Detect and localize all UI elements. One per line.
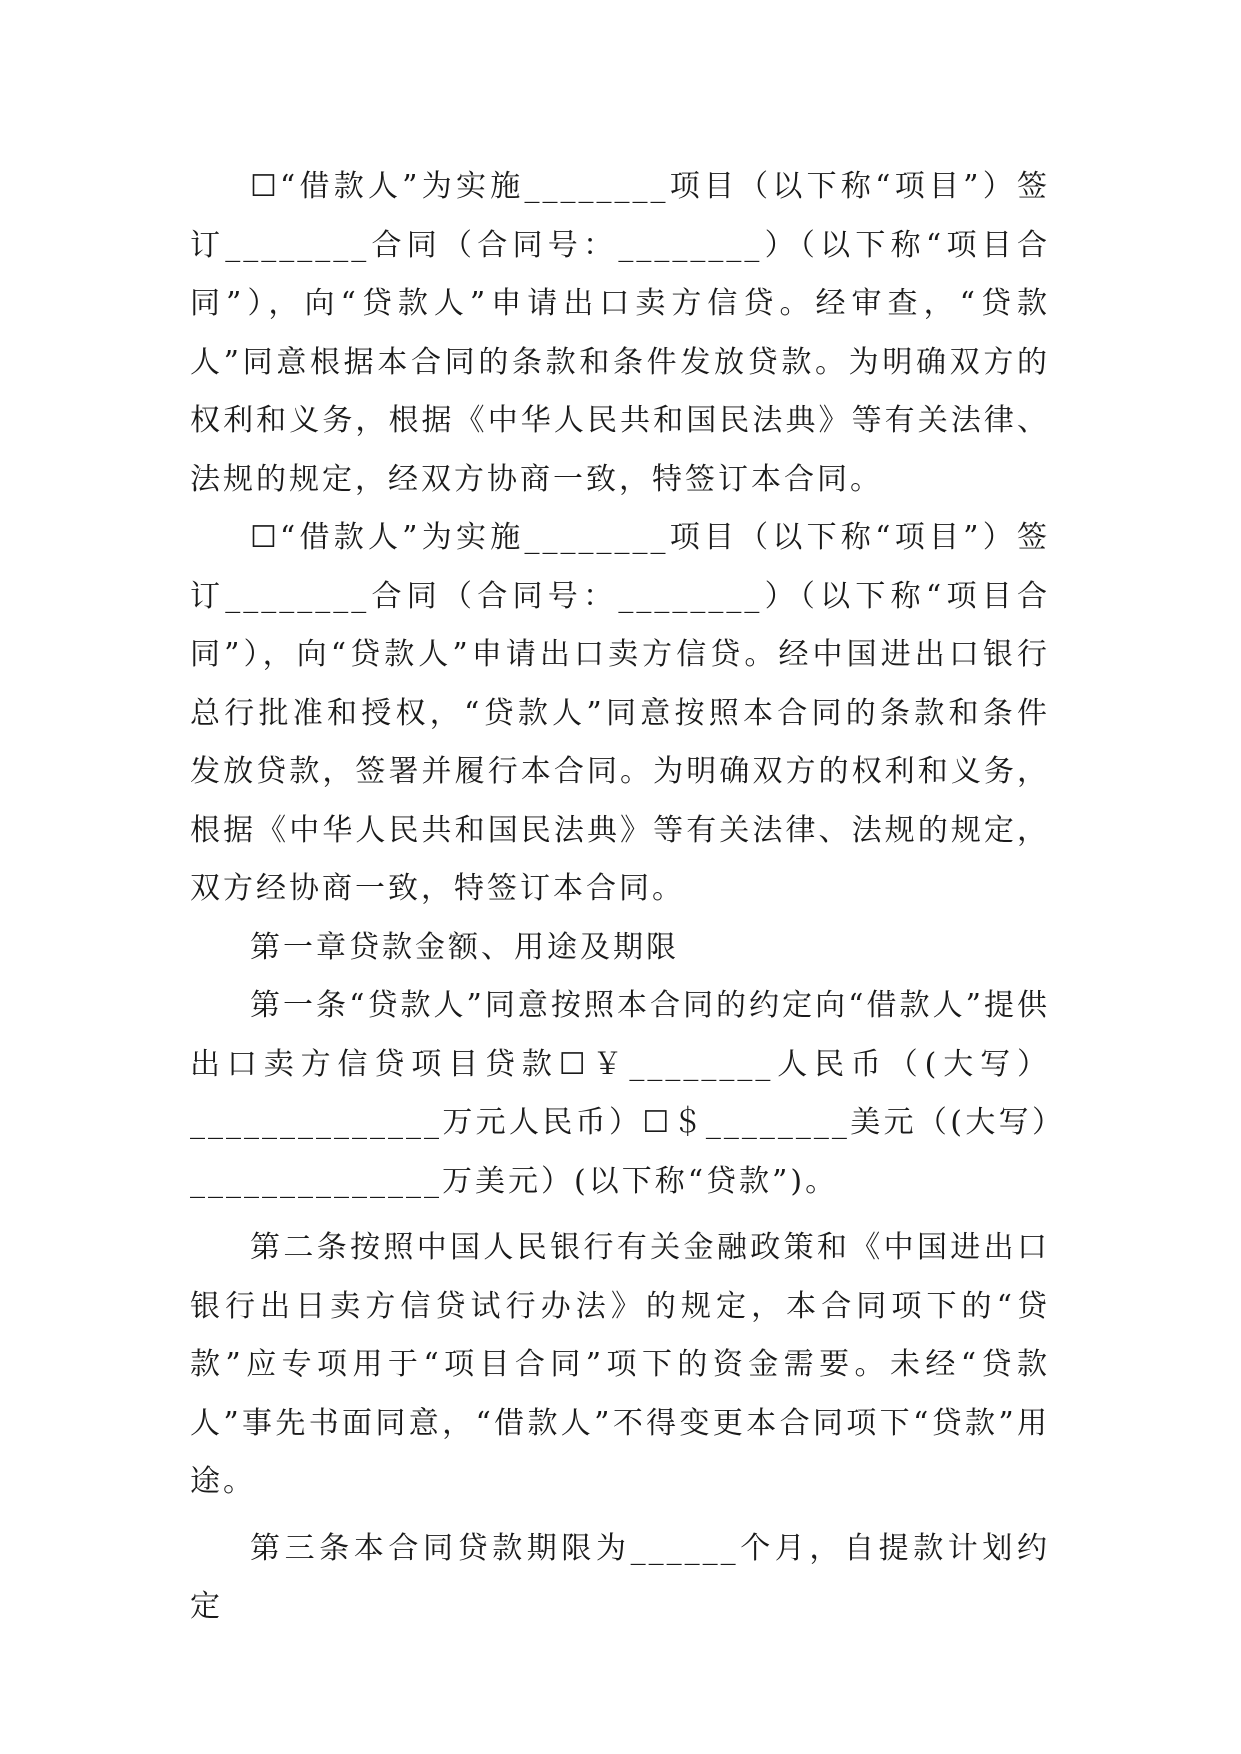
article-1: 第一条“贷款人”同意按照本合同的约定向“借款人”提供出口卖方信贷项目贷款☐￥________人民币（(大写）______________万元人民币）☐＄________美元（(大写）______________万美元）(以下称“贷款”)。 <box>190 988 1050 1199</box>
article-2: 第二条按照中国人民银行有关金融政策和《中国进出口银行出日卖方信贷试行办法》的规定，本合同项下的“贷款”应专项用于“项目合同”项下的资金需要。未经“贷款人”事先书面同意，“借款人”不得变更本合同项下“贷款”用途。 <box>190 1230 1050 1499</box>
article-3: 第三条本合同贷款期限为______个月，自提款计划约定 <box>190 1530 1050 1624</box>
chapter-heading: 第一章贷款金额、用途及期限 <box>250 929 679 965</box>
preamble-option-1: ☐“借款人”为实施________项目（以下称“项目”）签订________合同（合同号：________）（以下称“项目合同”），向“贷款人”申请出口卖方信贷。经审查，“贷款人”同意根据本合同的条款和条件发放贷款。为明确双方的权利和义务，根据《中华人民共和国民法典》等有关法律、法规的规定，经双方协商一致，特签订本合同。 <box>190 169 1050 497</box>
contract-body <box>190 158 1050 1637</box>
preamble-option-2: ☐“借款人”为实施________项目（以下称“项目”）签订________合同（合同号：________）（以下称“项目合同”），向“贷款人”申请出口卖方信贷。经中国进出口银行总行批准和授权，“贷款人”同意按照本合同的条款和条件发放贷款，签署并履行本合同。为明确双方的权利和义务，根据《中华人民共和国民法典》等有关法律、法规的规定，双方经协商一致，特签订本合同。 <box>190 520 1050 906</box>
